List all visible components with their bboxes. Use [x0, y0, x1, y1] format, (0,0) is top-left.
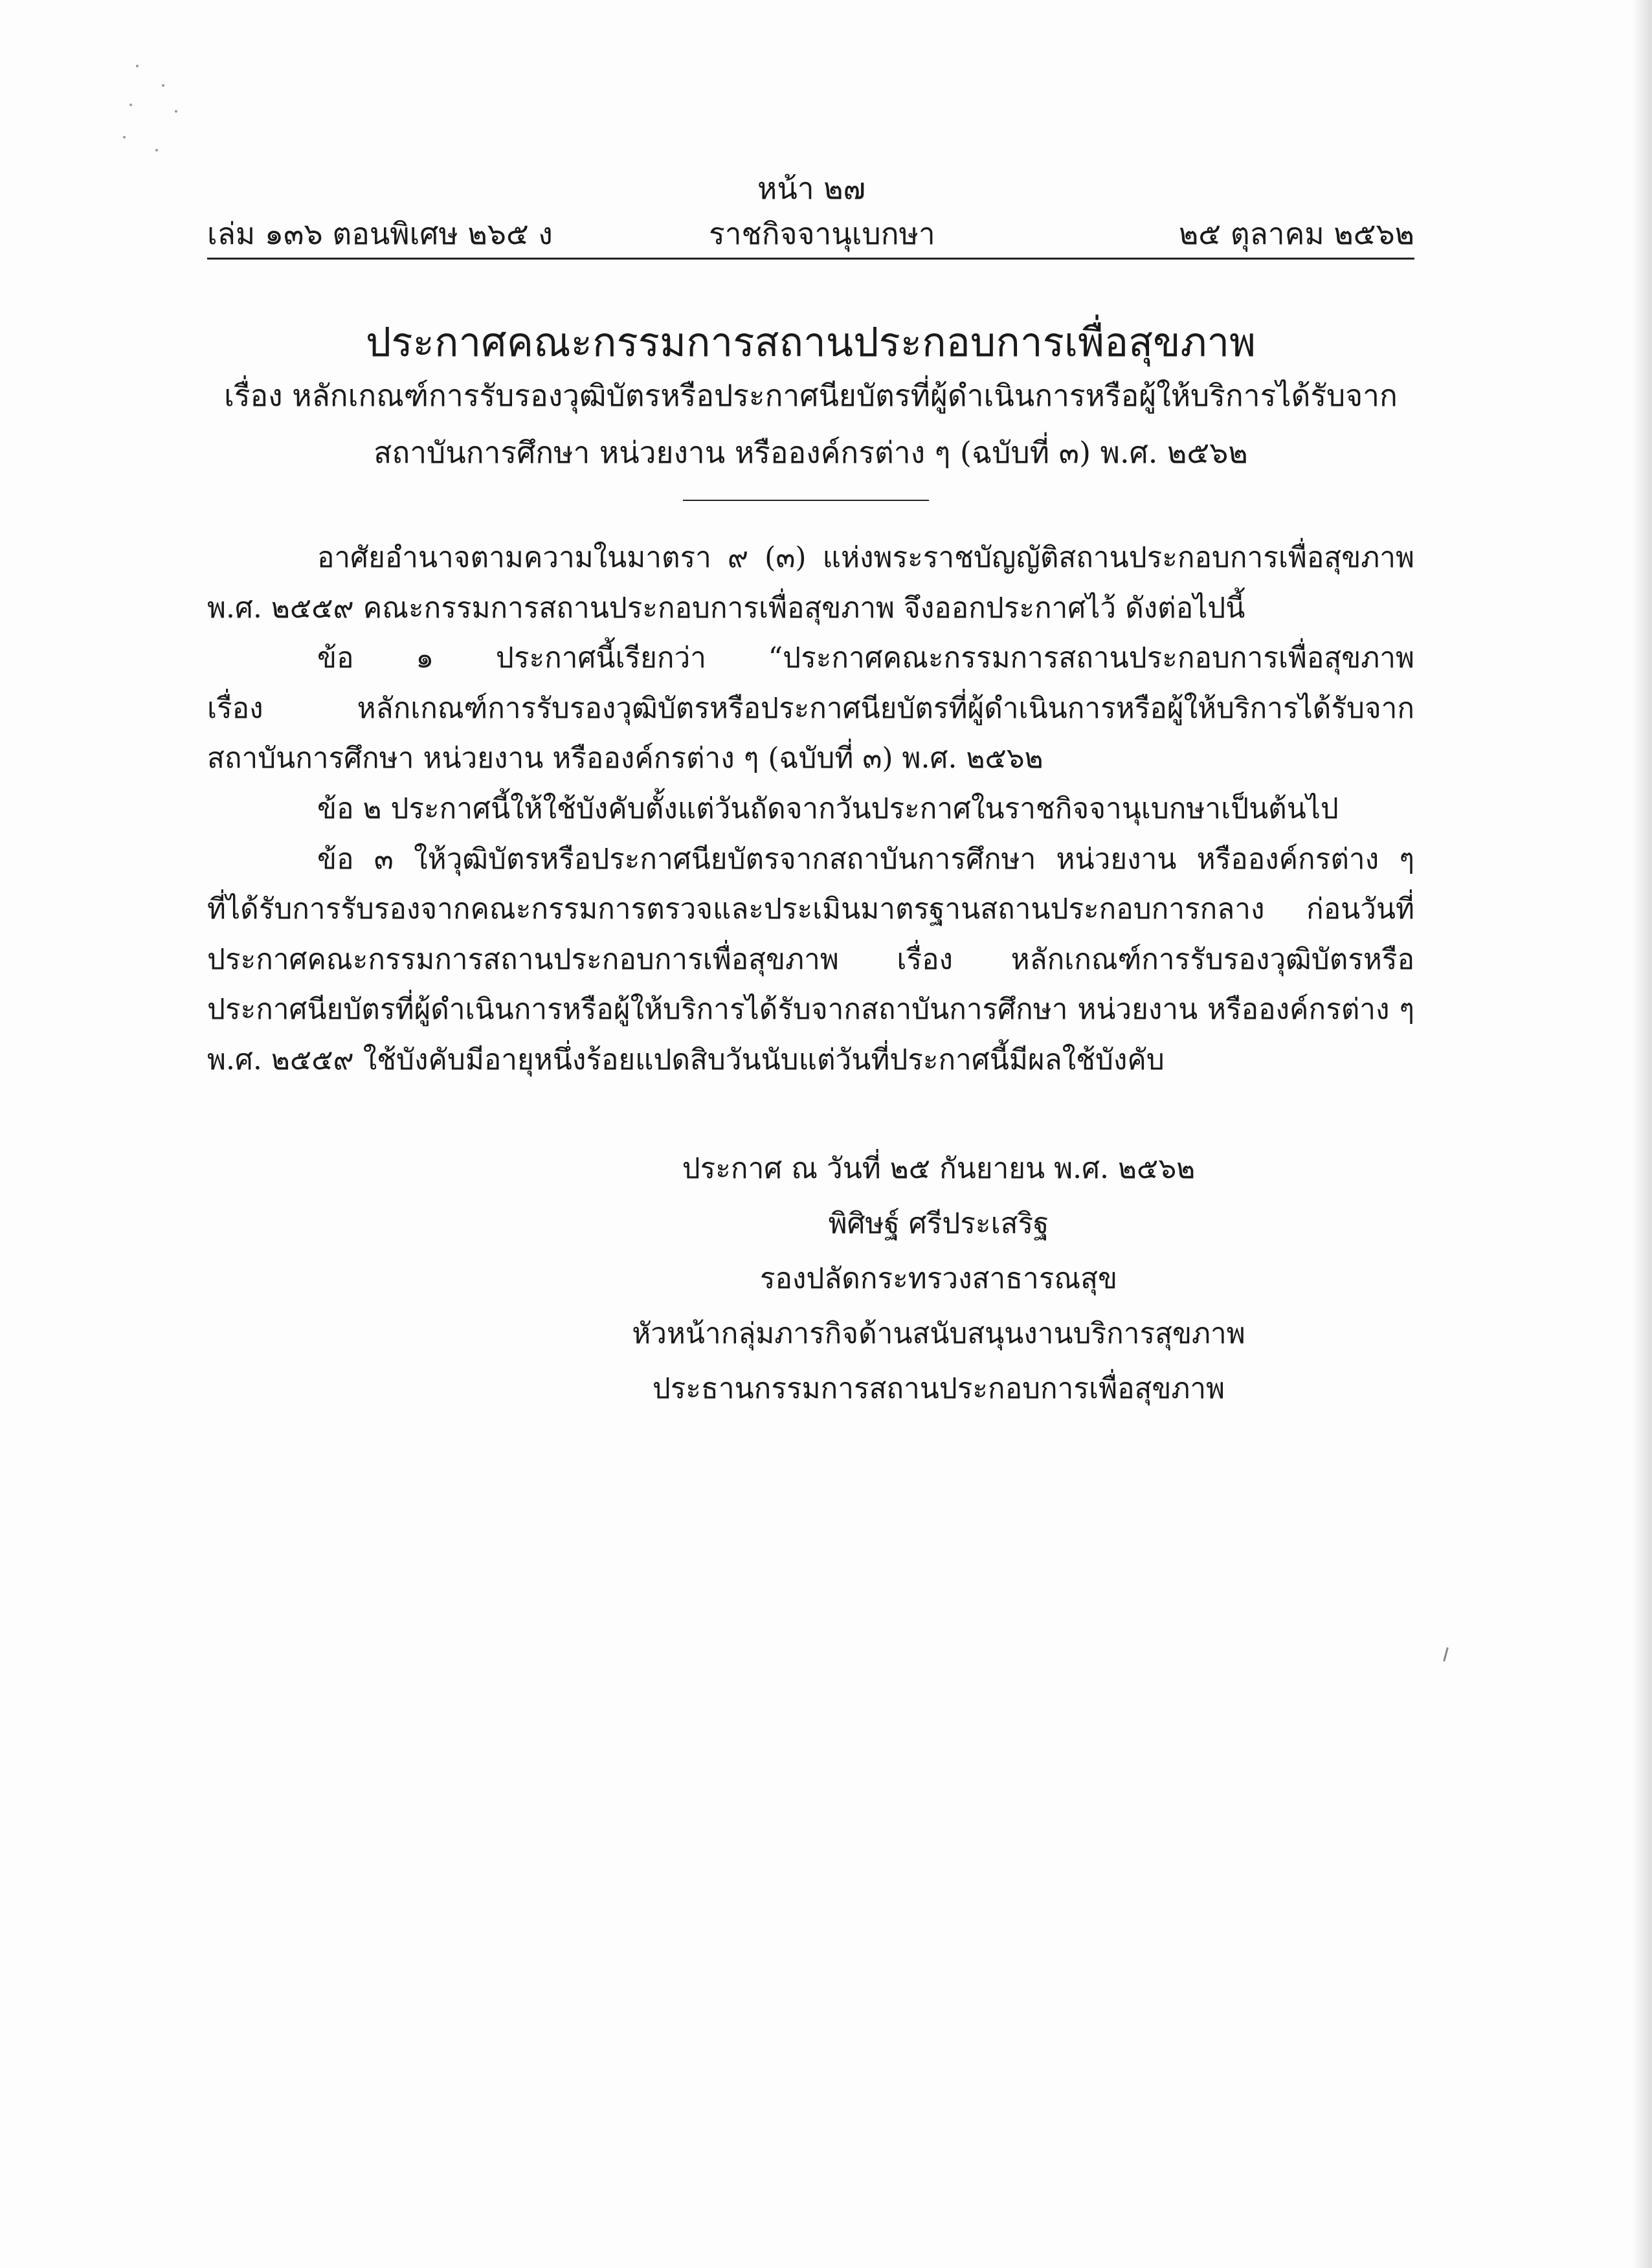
- signatory-position: รองปลัดกระทรวงสาธารณสุข: [759, 1262, 1118, 1295]
- body-line: พ.ศ. ๒๕๕๙ ใช้บังคับมีอายุหนึ่งร้อยแปดสิบวันนับแต่วันที่ประกาศนี้มีผลใช้บังคับ: [207, 1043, 1165, 1076]
- body-line: ประกาศนียบัตรที่ผู้ดำเนินการหรือผู้ให้บริการได้รับจากสถาบันการศึกษา หน่วยงาน หรือองค์กรต่าง ๆ: [207, 993, 1414, 1026]
- scan-mark: [1443, 1647, 1449, 1662]
- body-line: ข้อ ๑ ประกาศนี้เรียกว่า “ประกาศคณะกรรมการสถานประกอบการเพื่อสุขภาพ: [317, 641, 1414, 674]
- body-line: ข้อ ๓ ให้วุฒิบัตรหรือประกาศนียบัตรจากสถาบันการศึกษา หน่วยงาน หรือองค์กรต่าง ๆ: [317, 843, 1414, 876]
- announcement-subject-cont: สถาบันการศึกษา หน่วยงาน หรือองค์กรต่าง ๆ (ฉบับที่ ๓) พ.ศ. ๒๕๖๒: [374, 435, 1248, 470]
- publication-date: ๒๕ ตุลาคม ๒๕๖๒: [1178, 216, 1414, 251]
- announcement-subject: เรื่อง หลักเกณฑ์การรับรองวุฒิบัตรหรือประกาศนียบัตรที่ผู้ดำเนินการหรือผู้ให้บริการได้รับจาก: [224, 378, 1398, 413]
- signatory-position: หัวหน้ากลุ่มภารกิจด้านสนับสนุนงานบริการสุขภาพ: [632, 1317, 1245, 1350]
- title-divider: [683, 500, 929, 501]
- volume-info: เล่ม ๑๓๖ ตอนพิเศษ ๒๖๕ ง: [207, 216, 553, 251]
- announcement-date: ประกาศ ณ วันที่ ๒๕ กันยายน พ.ศ. ๒๕๖๒: [682, 1152, 1196, 1185]
- signatory-position: ประธานกรรมการสถานประกอบการเพื่อสุขภาพ: [652, 1372, 1225, 1405]
- body-line: ข้อ ๒ ประกาศนี้ให้ใช้บังคับตั้งแต่วันถัดจากวันประกาศในราชกิจจานุเบกษาเป็นต้นไป: [317, 792, 1339, 825]
- announcement-title: ประกาศคณะกรรมการสถานประกอบการเพื่อสุขภาพ: [365, 318, 1256, 366]
- header-divider: [207, 258, 1414, 260]
- scan-edge-shadow: [1633, 0, 1652, 2268]
- body-line: ที่ได้รับการรับรองจากคณะกรรมการตรวจและประเมินมาตรฐานสถานประกอบการกลาง ก่อนวันที่: [207, 893, 1414, 926]
- body-line: อาศัยอำนาจตามความในมาตรา ๙ (๓) แห่งพระราชบัญญัติสถานประกอบการเพื่อสุขภาพ: [317, 541, 1414, 574]
- publication-name: ราชกิจจานุเบกษา: [709, 216, 935, 251]
- body-line: สถาบันการศึกษา หน่วยงาน หรือองค์กรต่าง ๆ (ฉบับที่ ๓) พ.ศ. ๒๕๖๒: [207, 742, 1044, 775]
- body-line: พ.ศ. ๒๕๕๙ คณะกรรมการสถานประกอบการเพื่อสุขภาพ จึงออกประกาศไว้ ดังต่อไปนี้: [207, 592, 1245, 625]
- gazette-header: [207, 210, 1414, 256]
- body-line: ประกาศคณะกรรมการสถานประกอบการเพื่อสุขภาพ เรื่อง หลักเกณฑ์การรับรองวุฒิบัตรหรือ: [207, 943, 1414, 976]
- body-line: เรื่อง หลักเกณฑ์การรับรองวุฒิบัตรหรือประกาศนียบัตรที่ผู้ดำเนินการหรือผู้ให้บริการได้รับจาก: [207, 692, 1414, 725]
- signatory-name: พิศิษฐ์ ศรีประเสริฐ: [828, 1207, 1049, 1240]
- scan-specks: [123, 65, 201, 168]
- page-number: หน้า ๒๗: [757, 171, 866, 206]
